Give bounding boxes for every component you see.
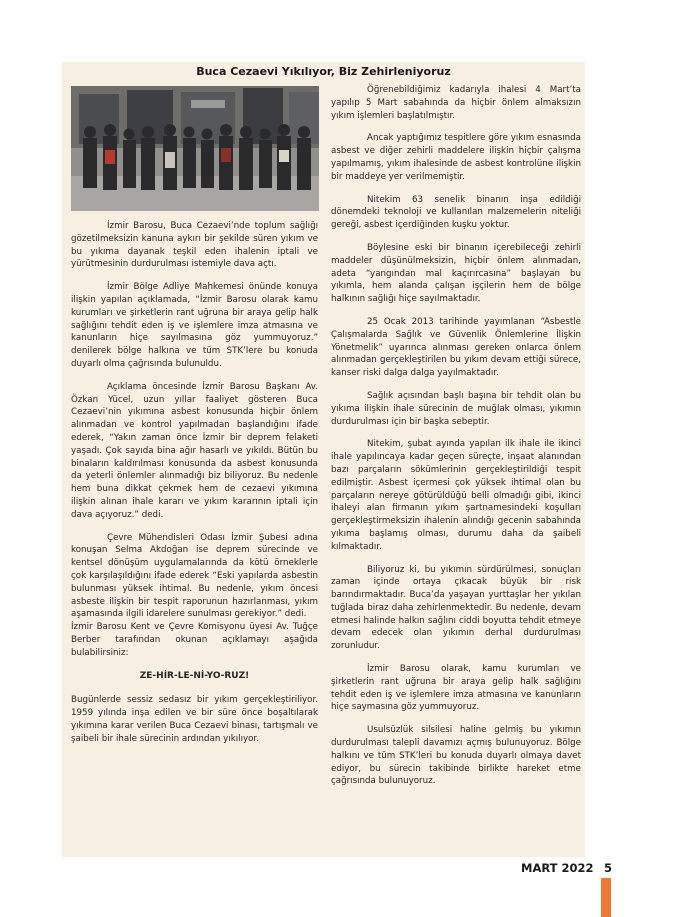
paragraph: Böylesine eski bir binanın içerebileceği zehirli maddeler düşünülmeksizin, hiçbir önlem alınmadan, adeta “yangından mal kaçırırcasına” başlayan bu yıkımla, hem alanda çalışan işçilerin hem de bölge halkının sağlığı hiçe sayılmaktadır. bbox=[331, 242, 581, 305]
paragraph: Öğrenebildiğimiz kadarıyla ihalesi 4 Mart’ta yapılıp 5 Mart sabahında da hiçbir önlem almaksızın yıkım işlemleri başlatılmıştır. bbox=[331, 85, 581, 121]
paragraph: İzmir Barosu Kent ve Çevre Komisyonu üyesi Av. Tuğçe Berber tarafından okunan açıklamayı aşağıda bulabilirsiniz: bbox=[71, 622, 318, 658]
right-column bbox=[331, 84, 581, 798]
paragraph: Bugünlerde sessiz sedasız bir yıkım gerçekleştiriliyor. 1959 yılında inşa edilen ve bir süre önce boşaltılarak yıkımına karar verilen Buca Cezaevi binası, tartışmalı ve şaibeli bir ihale sürecinin ardından yıkılıyor. bbox=[71, 695, 318, 744]
paragraph: Açıklama öncesinde İzmir Barosu Başkanı Av. Özkan Yücel, uzun yıllar faaliyet gösteren Buca Cezaevi’nin yıkımına asbest konusunda hiçbir önlem alınmadan ve kontrol yapılmadan başlandığını ifade ederek, “Yakın zaman önce İzmir bir deprem felaketi yaşadı. Çok sayıda bina ağır hasarlı ve yıkıldı. Bütün bu binaların kaldırılması konusunda da asbest konusunda da yeterli önlemler alınmadığı biz biliyoruz. Bu nedenle hem buna dikkat çekmek hem de cezaevi yıkımına ilişkin alınan ihale kararı ve yıkım kararının iptali için dava açıyoruz.” dedi. bbox=[71, 381, 318, 520]
paragraph: Biliyoruz ki, bu yıkımın sürdürülmesi, sonuçları zaman içinde ortaya çıkacak büyük bir risk barındırmaktadır. Buca’da yaşayan yurttaşlar her yıkılan tuğlada biraz daha zehirlenmektedir. Bu nedenle, devam etmesi halinde halkın sağlını ciddi boyutta tehdit etmeye devam edecek olan yıkımın derhal durdurulması zorunludur. bbox=[331, 564, 581, 652]
paragraph: Nitekim 63 senelik binanın inşa edildiği dönemdeki teknoloji ve kullanılan malzemelerin niteliği gereği, asbest içerdiğinden kuşku yoktur. bbox=[331, 194, 581, 231]
issue-date: MART 2022 bbox=[521, 861, 594, 875]
paragraph: Usulsüzlük silsilesi haline gelmiş bu yıkımın durdurulması talepli davamızı açmış bulunuyoruz. Bölge halkını ve tüm STK’leri bu konuda duyarlı olmaya davet ediyor, bu sürecin takibinde birlikte hareket etme çağrısında bulunuyoruz. bbox=[331, 725, 581, 787]
group-photo bbox=[71, 86, 319, 211]
paragraph: İzmir Barosu, Buca Cezaevi’nde toplum sağlığı gözetilmeksizin kanuna aykırı bir şekilde süren yıkım ve bu yıkıma dayanak teşkil eden ihalenin iptali ve yürütmesinin durdurulması istemiyle dava açtı. bbox=[71, 221, 318, 270]
article-title: Buca Cezaevi Yıkılıyor, Biz Zehirleniyoruz bbox=[196, 65, 451, 78]
section-subheading: ZE-HİR-LE-Nİ-YO-RUZ! bbox=[139, 670, 250, 681]
paragraph: Çevre Mühendisleri Odası İzmir Şubesi adına konuşan Selma Akdoğan ise deprem sürecinde ve kentsel dönüşüm uygulamalarında da kötü örneklerle çok karşılaşıldığını ifade ederek “Eski yapılarda asbestin bulunması yüksek ihtimal. Bu nedenle, yıkım öncesi asbeste ilişkin bir tespit raporunun hazırlanması, yıkım aşamasında ilgili idarelere sunulması gerekiyor.” dedi. bbox=[71, 532, 318, 620]
paragraph: Ancak yaptığımız tespitlere göre yıkım esnasında asbest ve diğer zehirli maddelere ilişkin hiçbir çalışma yapılmamış, yıkım ihalesinde de asbest kontrolüne ilişkin bir maddeye yer verilmemiştir. bbox=[331, 133, 581, 182]
paragraph: İzmir Bölge Adliye Mahkemesi önünde konuya ilişkin yapılan açıklamada, “İzmir Barosu olarak kamu kurumları ve şirketlerin rant uğruna bir araya gelip halk sağlığını tehdit eden iş ve işlemlere imza atmasına ve kanunların hiçe sayılmasına göz yummuyoruz.” denilerek bölge halkına ve tüm STK’lere bu konuda duyarlı olma çağrısında bulunuldu. bbox=[71, 282, 318, 369]
paragraph: 25 Ocak 2013 tarihinde yayımlanan “Asbestle Çalışmalarda Sağlık ve Güvenlik Önlemlerine İlişkin Yönetmelik” uyarınca alınması gereken onlarca önlem alınmadan gerçekleştirilen bu yıkım devam ettiği sürece, kanser riski dalga dalga yayılmaktadır. bbox=[331, 316, 581, 379]
group-photo-image bbox=[71, 86, 319, 211]
paragraph: Sağlık açısından başlı başına bir tehdit olan bu yıkıma ilişkin ihale sürecinin de muğlak olması, yıkımın durdurulması için bir başka sebeptir. bbox=[331, 390, 581, 427]
paragraph: İzmir Barosu olarak, kamu kurumları ve şirketlerin rant uğruna bir araya gelip halk sağlığını tehdit eden iş ve işlemlere imza atmasına ve kanunların hiçe saymasına göz yummuyoruz. bbox=[331, 664, 581, 713]
left-column bbox=[71, 220, 318, 755]
accent-bar bbox=[601, 878, 611, 917]
paragraph: Nitekim, şubat ayında yapılan ilk ihale ile ikinci ihale yapılıncaya kadar geçen süreçte, inşaat alanından bazı parçaların sökümlerinin gerçekleştirildiği tespit edilmiştir. Asbest içermesi çok yüksek ihtimal olan bu parçaların nereye götürüldüğü belli olmadığı gibi, ikinci ihaleyi alan firmanın yıkım şartnamesindeki koşulları gerçekleştirmeksizin ihalenin alındığı gecenin sabahında yıkıma başlamış olması, durumu daha da şaibeli kılmaktadır. bbox=[331, 439, 581, 552]
page-number: 5 bbox=[604, 861, 613, 875]
